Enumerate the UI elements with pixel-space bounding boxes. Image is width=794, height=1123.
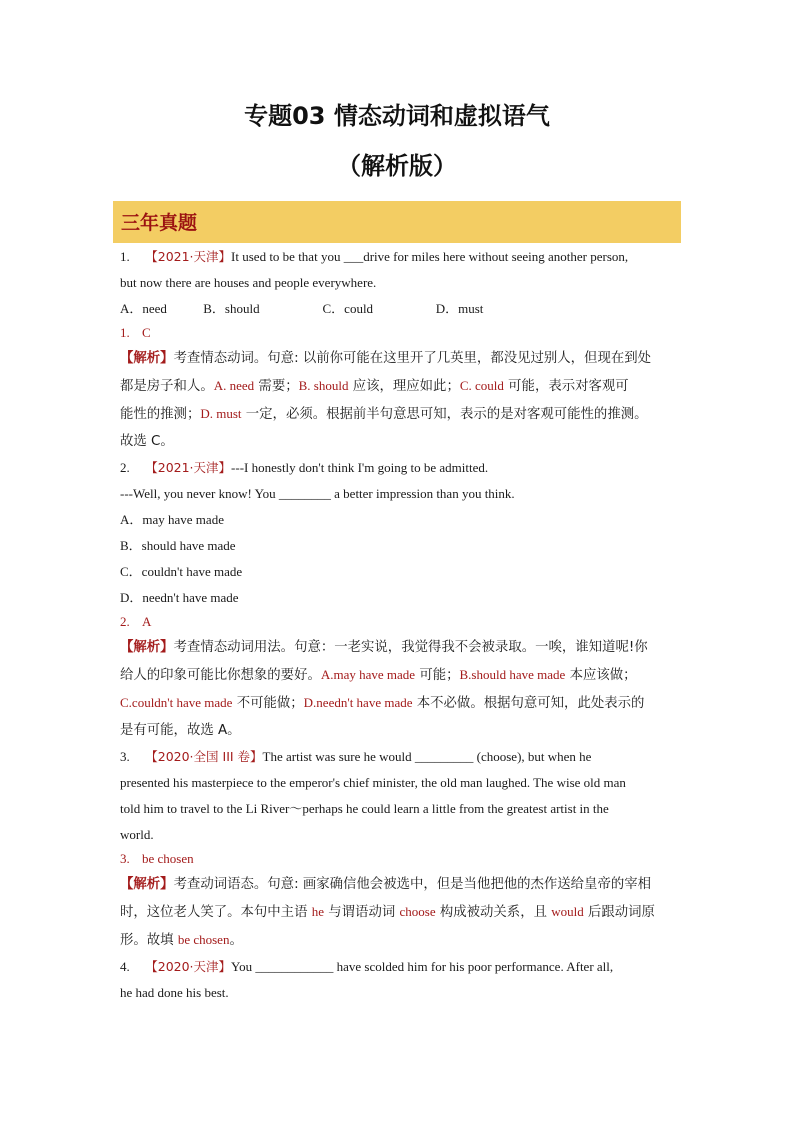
q2-source: 【2021·天津】 — [145, 460, 232, 475]
q3-answer: 3. be chosen — [120, 851, 194, 866]
q1-options — [120, 296, 675, 322]
q2-stem-line1: 2. 【2021·天津】---I honestly don't think I'm going to be admitted. — [120, 460, 489, 475]
section-banner — [113, 201, 681, 243]
q2-analysis: 【解析】考查情态动词用法。句意：一老实说，我觉得我不会被录取。一唉，谁知道呢!你 给人的印象可能比你想象的要好。A.may have made 可能；B.should have made 本应该做； C.couldn't have made 不可能做；D.needn't have made 本不必做。根据句意可知，此处表示的 是有可能，故选 A。 — [120, 640, 648, 738]
q1-source: 【2021·天津】 — [145, 249, 232, 264]
q2-option-b: B．should have made — [120, 538, 236, 553]
q3-stem-line3: told him to travel to the Li River～perhaps he could learn a little from the greatest artist in the — [120, 801, 609, 816]
q1-option-d: D．must — [435, 301, 484, 316]
question-list — [120, 244, 675, 1006]
q3-source: 【2020·全国 III 卷】 — [145, 749, 263, 764]
q2-option-c: C．couldn't have made — [120, 564, 243, 579]
q2-answer: 2. A — [120, 614, 152, 629]
q2-stem-line2: ---Well, you never know! You ________ a better impression than you think. — [120, 486, 515, 501]
q4-source: 【2020·天津】 — [145, 959, 232, 974]
q1-analysis: 【解析】考查情态动词。句意: 以前你可能在这里开了几英里，都没见过别人，但现在到处 都是房子和人。A. need 需要；B. should 应该，理应如此；C. could 可能，表示对客观可 能性的推测；D. must 一定，必须。根据前半句意思可知，表示的是对客观可能性的推测。 故选 C。 — [120, 351, 651, 449]
q2-option-a: A．may have made — [120, 512, 224, 527]
q3-stem-line1: 3. 【2020·全国 III 卷】The artist was sure he would _________ (choose), but when he — [120, 749, 592, 764]
q2-option-d: D．needn't have made — [120, 590, 239, 605]
analysis-tag: 【解析】 — [120, 351, 174, 366]
section-title: 三年真题 — [121, 212, 198, 234]
page-title: 专题03 情态动词和虚拟语气 — [244, 102, 550, 130]
q3-stem-line2: presented his masterpiece to the emperor's chief minister, the old man laughed. The wise old man — [120, 775, 626, 790]
page-subtitle: （解析版） — [337, 152, 457, 180]
q3-stem-line4: world. — [120, 827, 154, 842]
q1-option-b: B．should — [203, 301, 260, 316]
q1-stem-line1: 1. 【2021·天津】It used to be that you ___drive for miles here without seeing another person, — [120, 249, 629, 264]
q1-answer: 1. C — [120, 325, 151, 340]
q1-option-a: A．need — [120, 301, 167, 316]
q4-stem-line1: 4. 【2020·天津】You ____________ have scolded him for his poor performance. After all, — [120, 959, 614, 974]
q3-analysis: 【解析】考查动词语态。句意: 画家确信他会被选中，但是当他把他的杰作送给皇帝的宰相 时，这位老人笑了。本句中主语 he 与谓语动词 choose 构成被动关系，且 would 后跟动词原 形。故填 be chosen。 — [120, 877, 655, 948]
q1-stem-line2: but now there are houses and people everywhere. — [120, 275, 377, 290]
q4-stem-line2: he had done his best. — [120, 985, 229, 1000]
q1-option-c: C．could — [322, 301, 374, 316]
